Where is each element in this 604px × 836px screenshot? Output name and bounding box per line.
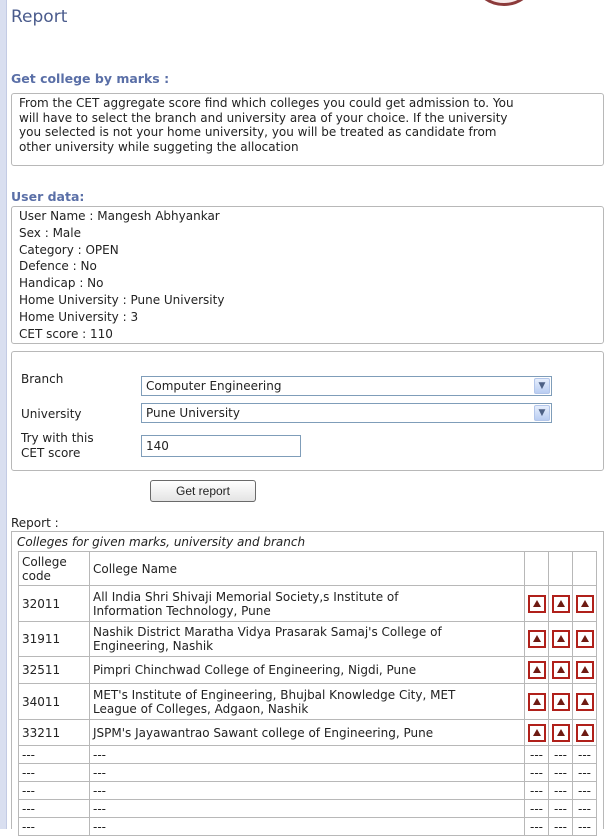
user-data-box (11, 206, 604, 344)
header-college-name: College Name (90, 552, 525, 586)
header-college-code (19, 552, 90, 586)
empty-cell: --- (525, 764, 549, 782)
action-cell (573, 720, 597, 746)
branch-select[interactable] (141, 376, 552, 396)
college-name-line: Nashik District Maratha Vidya Prasarak Samaj's College of (93, 625, 442, 639)
table-row (19, 720, 597, 746)
empty-cell: --- (549, 782, 573, 800)
move-up-icon[interactable] (552, 630, 570, 648)
report-caption: Colleges for given marks, university and branch (17, 535, 306, 549)
empty-cell: --- (573, 746, 597, 764)
move-up-icon[interactable] (552, 595, 570, 613)
user-cet-score: CET score : 110 (19, 326, 113, 341)
left-sidebar-strip (0, 0, 7, 829)
empty-cell: --- (19, 800, 90, 818)
college-name: Pimpri Chinchwad College of Engineering, Nigdi, Pune (90, 657, 525, 684)
table-row (19, 657, 597, 684)
college-name-line: Information Technology, Pune (93, 603, 271, 618)
move-up-icon[interactable] (576, 630, 594, 648)
report-form (11, 351, 604, 471)
description-line: you selected is not your home university, you will be treated as candidate from (19, 125, 497, 139)
empty-row (19, 782, 597, 800)
action-cell (525, 622, 549, 657)
move-up-icon[interactable] (528, 661, 546, 679)
move-up-icon[interactable] (552, 661, 570, 679)
college-name-line: All India Shri Shivaji Memorial Society,s Institute of (93, 589, 399, 604)
empty-cell: --- (549, 746, 573, 764)
user-data-heading: User data: (11, 189, 85, 204)
college-name-line: MET's Institute of Engineering, Bhujbal Knowledge City, MET (93, 687, 456, 702)
action-cell (549, 720, 573, 746)
college-name-line: Engineering, Nashik (93, 639, 214, 653)
table-row (19, 586, 597, 622)
empty-row (19, 746, 597, 764)
description-line: will have to select the branch and university area of your choice. If the university (19, 110, 508, 125)
action-cell (525, 720, 549, 746)
user-home-university: Home University : Pune University (19, 292, 225, 307)
college-name: JSPM's Jayawantrao Sawant college of Engineering, Pune (90, 720, 525, 746)
report-box (11, 531, 604, 834)
empty-cell: --- (19, 782, 90, 800)
move-up-icon[interactable] (576, 724, 594, 742)
college-code: 32511 (19, 657, 90, 684)
logo (470, 0, 538, 6)
university-label: University (21, 407, 82, 421)
action-cell (573, 684, 597, 720)
move-up-icon[interactable] (528, 595, 546, 613)
empty-row (19, 818, 597, 836)
college-name (90, 586, 525, 622)
college-code: 31911 (19, 622, 90, 657)
empty-cell: --- (90, 818, 525, 836)
action-cell (549, 586, 573, 622)
empty-cell: --- (90, 746, 525, 764)
empty-cell: --- (549, 764, 573, 782)
empty-cell: --- (573, 782, 597, 800)
header-code-line: code (22, 568, 51, 583)
empty-cell: --- (19, 818, 90, 836)
action-cell (573, 657, 597, 684)
table-row (19, 684, 597, 720)
college-code: 33211 (19, 720, 90, 746)
report-table (18, 551, 597, 836)
college-name (90, 684, 525, 720)
action-cell (549, 657, 573, 684)
report-label: Report : (11, 516, 59, 530)
table-header-row (19, 552, 597, 586)
empty-cell: --- (525, 782, 549, 800)
user-category: Category : OPEN (19, 242, 119, 257)
user-handicap: Handicap : No (19, 276, 104, 291)
branch-label: Branch (21, 372, 64, 386)
move-up-icon[interactable] (576, 661, 594, 679)
description-box (11, 93, 604, 166)
empty-row (19, 764, 597, 782)
empty-cell: --- (573, 764, 597, 782)
university-select[interactable] (141, 403, 552, 423)
empty-cell: --- (90, 782, 525, 800)
chevron-down-icon[interactable]: ▼ (534, 378, 550, 394)
user-defence: Defence : No (19, 259, 97, 274)
action-cell (525, 657, 549, 684)
move-up-icon[interactable] (528, 724, 546, 742)
empty-cell: --- (19, 764, 90, 782)
page-title: Report (11, 7, 68, 27)
empty-row (19, 800, 597, 818)
cet-label-line: Try with this (21, 431, 94, 445)
user-sex: Sex : Male (19, 225, 81, 240)
empty-cell: --- (549, 800, 573, 818)
empty-cell: --- (525, 800, 549, 818)
college-code: 34011 (19, 684, 90, 720)
college-name (90, 622, 525, 657)
description-line: From the CET aggregate score find which colleges you could get admission to. You (19, 96, 514, 110)
action-cell (573, 622, 597, 657)
move-up-icon[interactable] (528, 693, 546, 711)
empty-cell: --- (573, 818, 597, 836)
user-home-university-code: Home University : 3 (19, 309, 139, 324)
user-name: User Name : Mangesh Abhyankar (19, 209, 220, 223)
move-up-icon[interactable] (576, 693, 594, 711)
college-code: 32011 (19, 586, 90, 622)
chevron-down-icon[interactable]: ▼ (534, 405, 550, 421)
move-up-icon[interactable] (576, 595, 594, 613)
empty-cell: --- (525, 818, 549, 836)
cet-score-label (21, 431, 94, 461)
action-cell (549, 684, 573, 720)
description-line: other university while suggeting the allocation (19, 139, 299, 154)
action-cell (525, 684, 549, 720)
action-cell (573, 586, 597, 622)
action-cell (525, 586, 549, 622)
move-up-icon[interactable] (528, 630, 546, 648)
empty-cell: --- (90, 764, 525, 782)
university-selected-value: Pune University (146, 406, 240, 420)
empty-cell: --- (19, 746, 90, 764)
empty-cell: --- (573, 800, 597, 818)
cet-label-line: CET score (21, 446, 81, 460)
branch-selected-value: Computer Engineering (146, 379, 282, 393)
header-action (525, 552, 549, 586)
empty-cell: --- (549, 818, 573, 836)
header-code-line: College (22, 554, 67, 569)
move-up-icon[interactable] (552, 724, 570, 742)
move-up-icon[interactable] (552, 693, 570, 711)
header-action (573, 552, 597, 586)
table-row (19, 622, 597, 657)
header-action (549, 552, 573, 586)
get-report-button[interactable]: Get report (150, 480, 256, 502)
action-cell (549, 622, 573, 657)
empty-cell: --- (525, 746, 549, 764)
get-college-heading: Get college by marks : (11, 71, 170, 86)
empty-cell: --- (90, 800, 525, 818)
college-name-line: League of Colleges, Adgaon, Nashik (93, 701, 309, 716)
cet-score-input[interactable]: 140 (141, 435, 301, 457)
